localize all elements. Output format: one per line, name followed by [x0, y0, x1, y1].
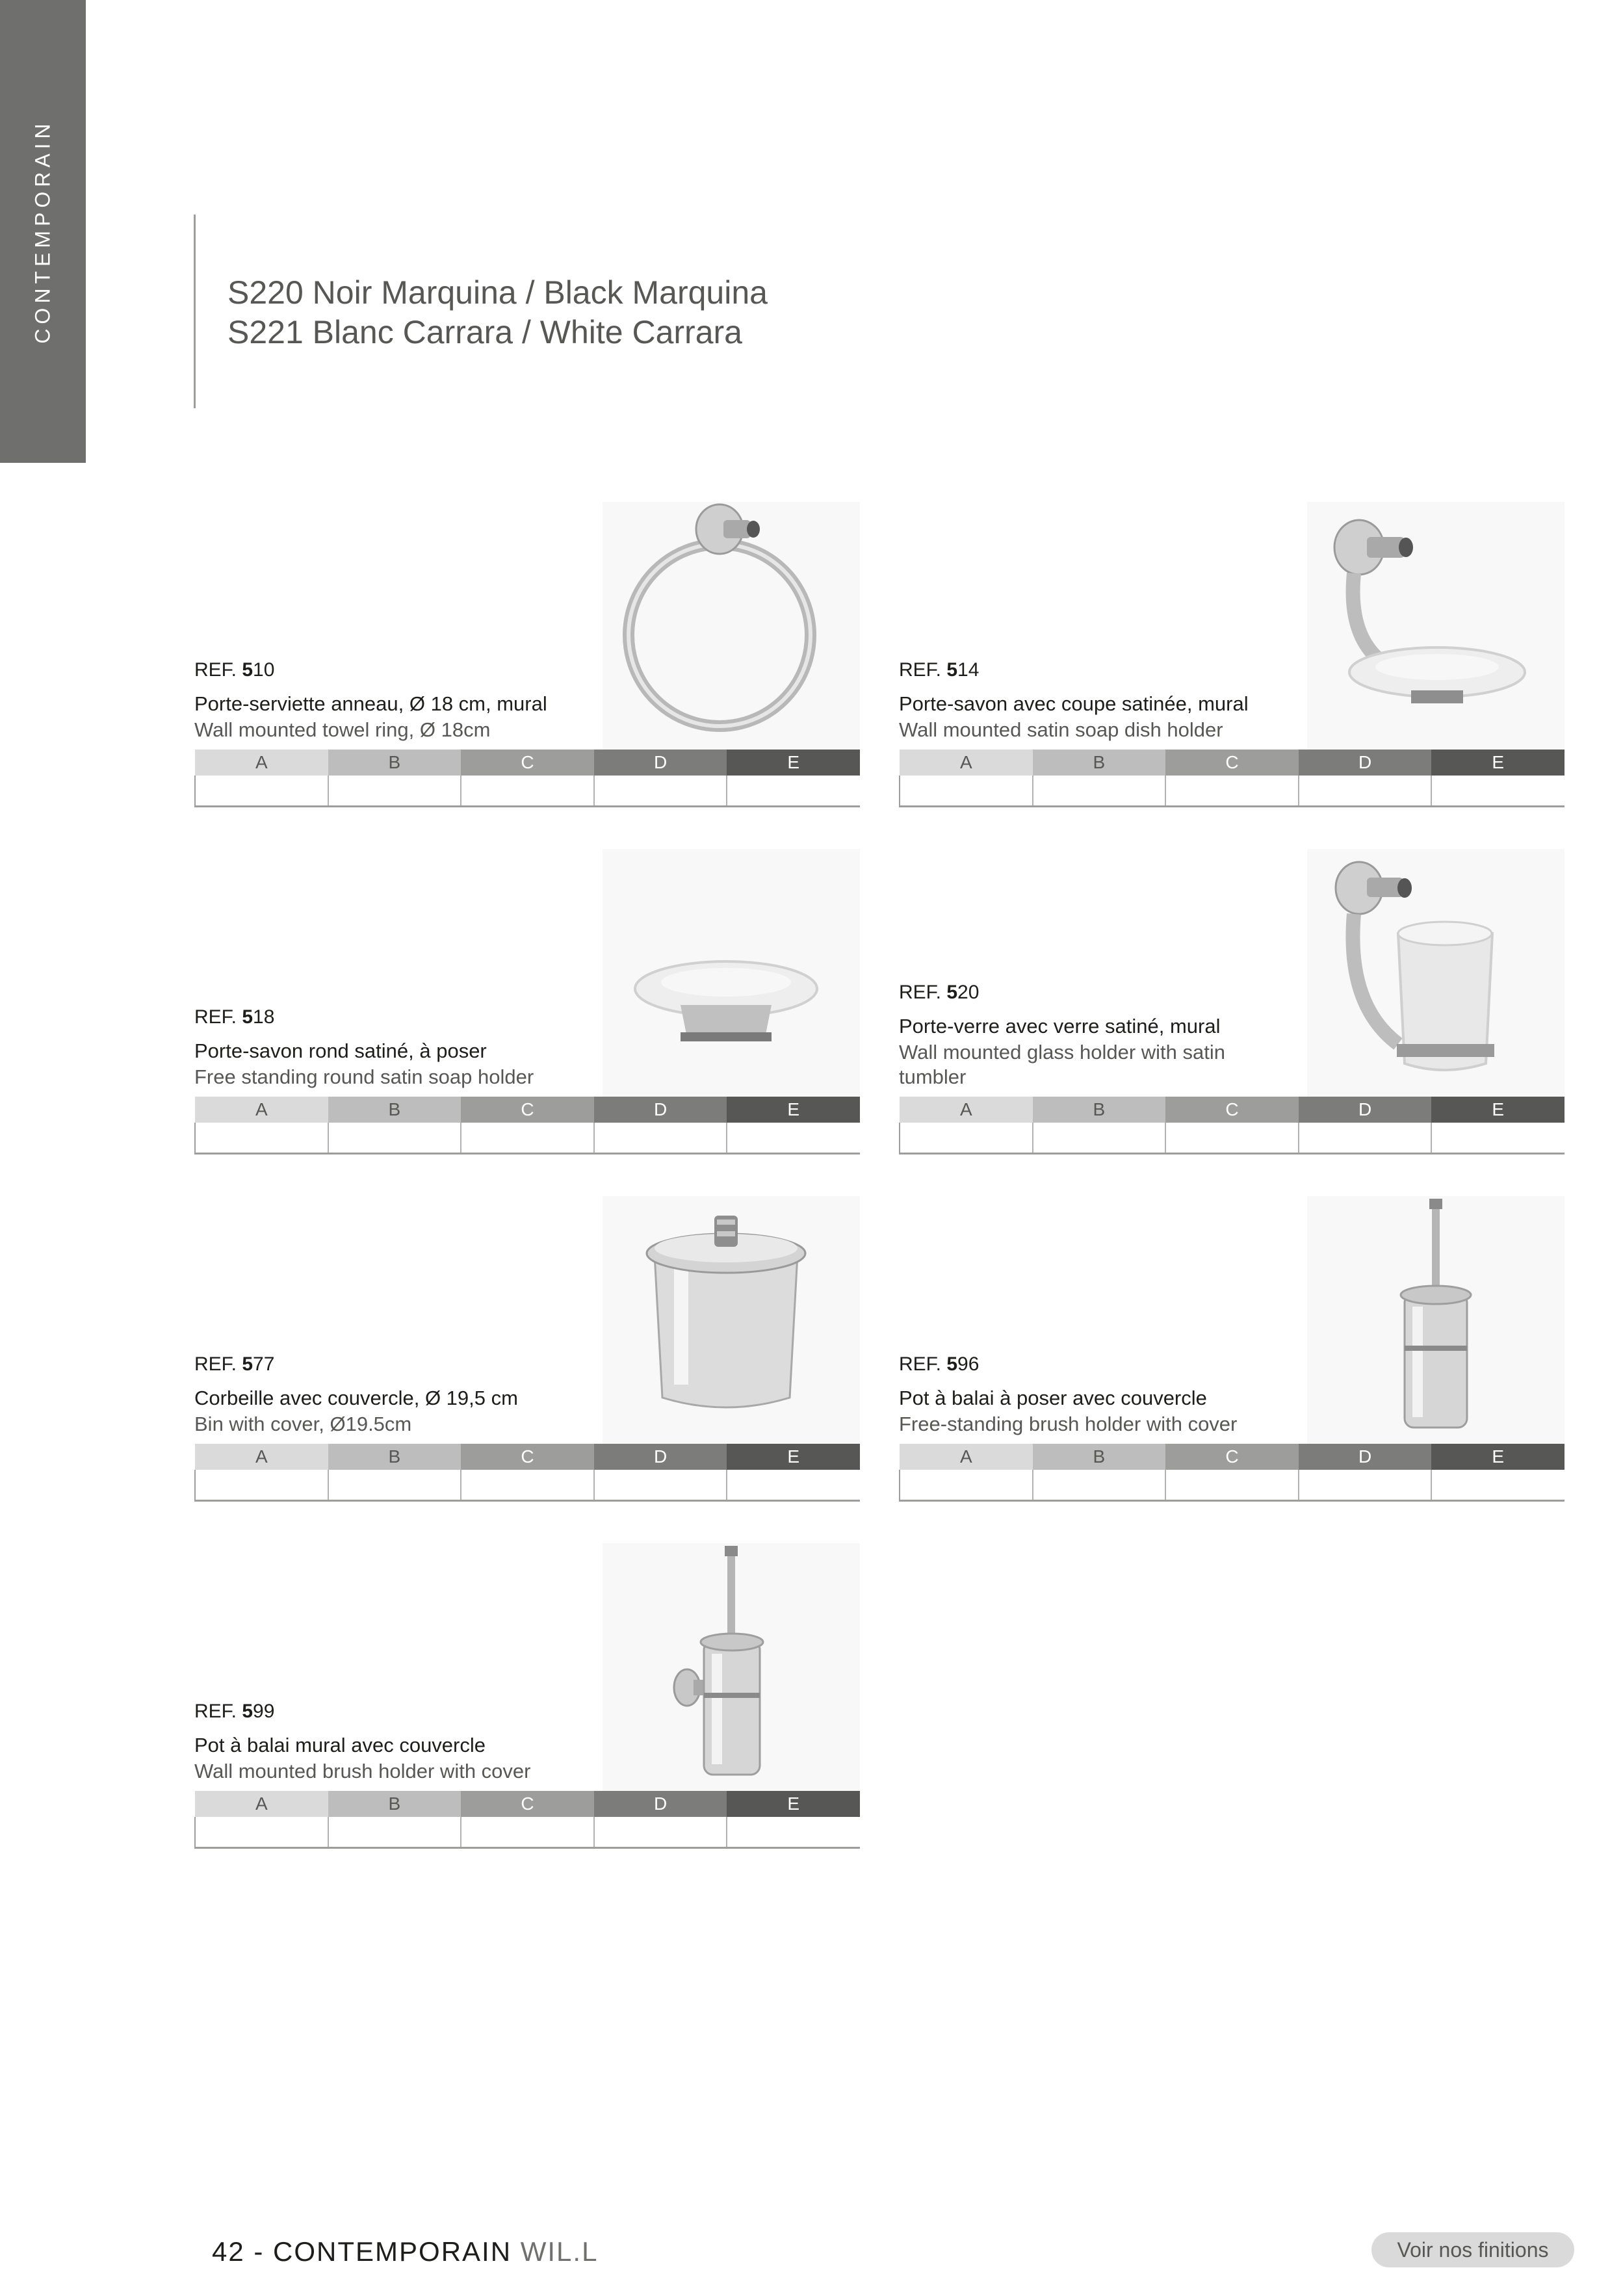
- product-desc-fr: Porte-serviette anneau, Ø 18 cm, mural: [194, 692, 547, 715]
- finish-cell: [727, 1470, 860, 1501]
- finish-col-c: C: [1165, 750, 1299, 776]
- finish-cell: [594, 1817, 727, 1848]
- finish-col-b: B: [328, 750, 461, 776]
- finish-col-b: B: [328, 1791, 461, 1817]
- finish-cell: [900, 1123, 1033, 1154]
- finish-cell: [1431, 1123, 1565, 1154]
- finish-cell: [900, 1470, 1033, 1501]
- finish-cell: [461, 1470, 594, 1501]
- finish-cell: [1033, 1470, 1166, 1501]
- product-card-520: [899, 849, 1565, 1155]
- title-line-1: S220 Noir Marquina / Black Marquina: [227, 274, 768, 311]
- finish-col-c: C: [1165, 1444, 1299, 1470]
- finish-col-c: C: [461, 1444, 594, 1470]
- product-card-577: [194, 1196, 860, 1502]
- page-footer: [212, 2236, 598, 2267]
- finish-col-a: A: [195, 750, 328, 776]
- finish-col-d: D: [594, 1791, 727, 1817]
- finish-col-e: E: [1431, 1097, 1565, 1123]
- product-desc-fr: Corbeille avec couvercle, Ø 19,5 cm: [194, 1387, 518, 1409]
- finish-cell: [195, 1123, 328, 1154]
- finish-cell: [594, 1470, 727, 1501]
- product-ref: REF. 510: [194, 659, 275, 681]
- finish-col-a: A: [900, 1097, 1033, 1123]
- product-card-514: [899, 502, 1565, 807]
- finish-cell: [594, 1123, 727, 1154]
- finish-col-b: B: [328, 1444, 461, 1470]
- finish-cell: [727, 776, 860, 807]
- finish-cell: [195, 1470, 328, 1501]
- product-desc-en: Bin with cover, Ø19.5cm: [194, 1413, 412, 1435]
- page-title: [227, 273, 768, 352]
- product-card-518: [194, 849, 860, 1155]
- finish-col-c: C: [1165, 1097, 1299, 1123]
- finish-cell: [1299, 1123, 1432, 1154]
- product-desc-fr: Porte-verre avec verre satiné, mural: [899, 1015, 1221, 1037]
- finish-col-d: D: [594, 750, 727, 776]
- finish-cell: [195, 776, 328, 807]
- finish-col-d: D: [1299, 1097, 1432, 1123]
- finish-table: [194, 1791, 860, 1849]
- product-desc-fr: Pot à balai mural avec couvercle: [194, 1734, 486, 1756]
- finish-cell: [328, 776, 461, 807]
- side-section-tab: [0, 0, 86, 463]
- title-line-2: S221 Blanc Carrara / White Carrara: [227, 314, 742, 350]
- side-tab-label: CONTEMPORAIN: [31, 119, 55, 344]
- finish-cell: [328, 1470, 461, 1501]
- finish-col-e: E: [727, 750, 860, 776]
- finish-col-c: C: [461, 1791, 594, 1817]
- product-desc-fr: Porte-savon avec coupe satinée, mural: [899, 692, 1249, 715]
- product-desc-en: Wall mounted brush holder with cover: [194, 1760, 531, 1782]
- finish-col-c: C: [461, 750, 594, 776]
- finish-cell: [328, 1123, 461, 1154]
- finish-cell: [461, 1817, 594, 1848]
- finish-table: [899, 1097, 1565, 1155]
- finish-col-a: A: [900, 1444, 1033, 1470]
- finish-cell: [1165, 776, 1299, 807]
- finish-col-d: D: [594, 1444, 727, 1470]
- finish-col-d: D: [594, 1097, 727, 1123]
- product-card-510: [194, 502, 860, 807]
- product-desc-en: Free standing round satin soap holder: [194, 1065, 534, 1088]
- product-desc-en: Wall mounted glass holder with satin tumbler: [899, 1041, 1225, 1088]
- finish-col-b: B: [1033, 750, 1166, 776]
- finish-col-a: A: [195, 1097, 328, 1123]
- product-desc-fr: Pot à balai à poser avec couvercle: [899, 1387, 1207, 1409]
- finish-cell: [900, 776, 1033, 807]
- finish-cell: [1033, 1123, 1166, 1154]
- product-ref: REF. 520: [899, 982, 980, 1003]
- finish-col-a: A: [195, 1791, 328, 1817]
- finish-col-c: C: [461, 1097, 594, 1123]
- finish-col-a: A: [195, 1444, 328, 1470]
- finish-col-e: E: [727, 1444, 860, 1470]
- finish-table: [899, 750, 1565, 808]
- finish-col-b: B: [1033, 1097, 1166, 1123]
- finish-col-e: E: [727, 1791, 860, 1817]
- product-ref: REF. 518: [194, 1006, 275, 1028]
- finish-cell: [328, 1817, 461, 1848]
- page-number-label: 42 - CONTEMPORAIN: [212, 2236, 521, 2267]
- finish-cell: [1299, 776, 1432, 807]
- finish-col-a: A: [900, 750, 1033, 776]
- product-card-599: [194, 1543, 860, 1849]
- finish-cell: [594, 776, 727, 807]
- brand-name: WIL.L: [520, 2236, 599, 2267]
- product-ref: REF. 596: [899, 1353, 980, 1375]
- finish-col-e: E: [727, 1097, 860, 1123]
- product-card-596: [899, 1196, 1565, 1502]
- finish-cell: [1299, 1470, 1432, 1501]
- title-divider: [194, 215, 196, 408]
- finish-col-b: B: [328, 1097, 461, 1123]
- finish-cell: [1165, 1123, 1299, 1154]
- view-finishes-button[interactable]: Voir nos finitions: [1371, 2232, 1574, 2267]
- product-desc-fr: Porte-savon rond satiné, à poser: [194, 1039, 487, 1062]
- finish-cell: [727, 1817, 860, 1848]
- product-ref: REF. 577: [194, 1353, 275, 1375]
- finish-col-e: E: [1431, 750, 1565, 776]
- product-desc-en: Wall mounted satin soap dish holder: [899, 718, 1223, 741]
- product-ref: REF. 514: [899, 659, 980, 681]
- finish-cell: [195, 1817, 328, 1848]
- finish-table: [194, 750, 860, 808]
- finish-cell: [461, 776, 594, 807]
- finish-cell: [1033, 776, 1166, 807]
- finish-cell: [1165, 1470, 1299, 1501]
- finish-col-b: B: [1033, 1444, 1166, 1470]
- finish-cell: [1431, 1470, 1565, 1501]
- finish-table: [194, 1097, 860, 1155]
- finish-table: [194, 1444, 860, 1502]
- finish-cell: [727, 1123, 860, 1154]
- finish-col-d: D: [1299, 750, 1432, 776]
- product-desc-en: Wall mounted towel ring, Ø 18cm: [194, 718, 491, 741]
- finish-cell: [461, 1123, 594, 1154]
- finish-table: [899, 1444, 1565, 1502]
- product-ref: REF. 599: [194, 1701, 275, 1722]
- product-desc-en: Free-standing brush holder with cover: [899, 1413, 1238, 1435]
- finish-col-e: E: [1431, 1444, 1565, 1470]
- finish-col-d: D: [1299, 1444, 1432, 1470]
- finish-cell: [1431, 776, 1565, 807]
